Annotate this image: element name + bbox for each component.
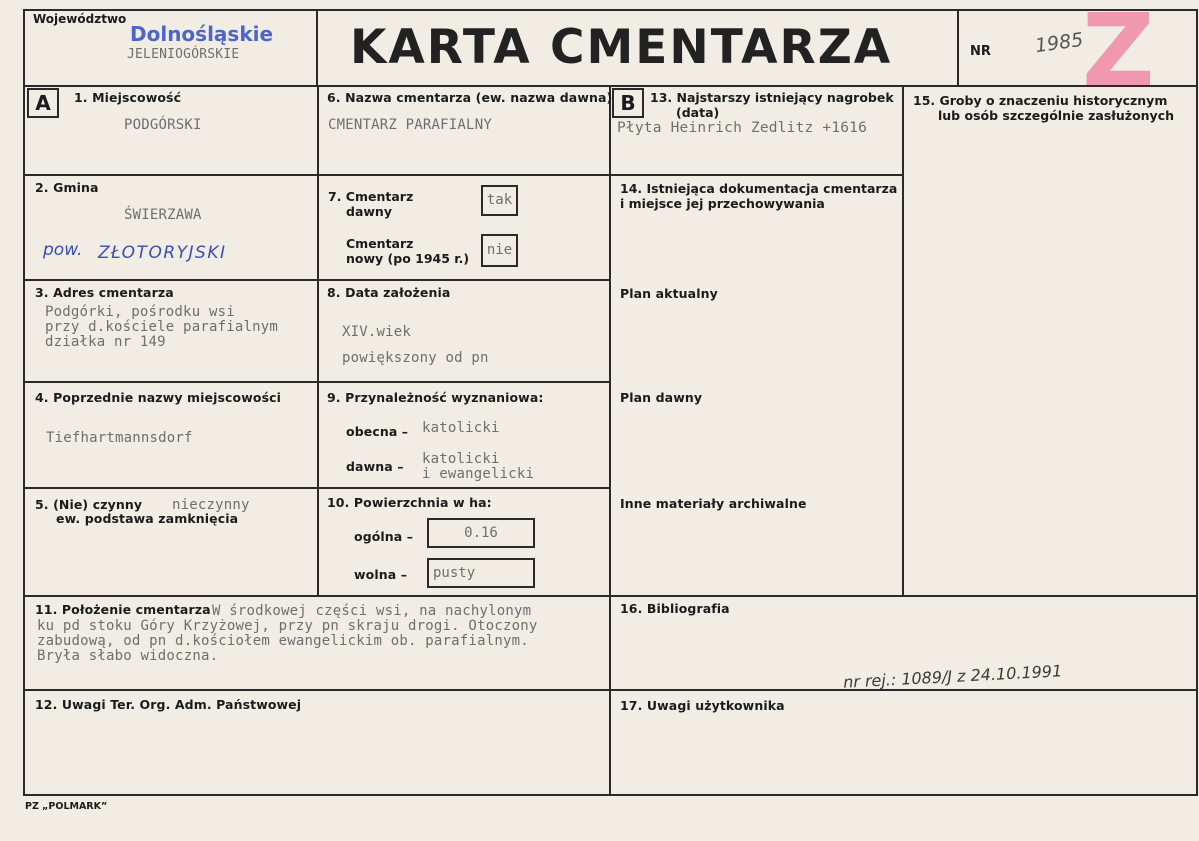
- field-9-current-label: obecna –: [346, 424, 409, 439]
- field-12-label: 12. Uwagi Ter. Org. Adm. Państwowej: [35, 697, 302, 712]
- field-9-former-value: katolicki i ewangelicki: [422, 451, 535, 482]
- field-15-label-1: 15. Groby o znaczeniu historycznym: [913, 93, 1168, 108]
- field-6-label: 6. Nazwa cmentarza (ew. nazwa dawna): [327, 90, 613, 105]
- field-5-label-1: 5. (Nie) czynny: [35, 497, 143, 512]
- field-7-old-checkbox: tak: [481, 185, 518, 216]
- field-2-value: ŚWIERZAWA: [124, 207, 202, 223]
- field-10-total-label: ogólna –: [354, 529, 414, 544]
- voivodeship-handwritten: Dolnośląskie: [130, 22, 274, 46]
- field-2-pow-value: ZŁOTORYJSKI: [98, 243, 227, 263]
- voivodeship-label: Województwo: [33, 12, 127, 26]
- field-4-label: 4. Poprzednie nazwy miejscowości: [35, 390, 282, 405]
- field-7-new-label-1: Cmentarz: [346, 236, 414, 251]
- field-9-former-label: dawna –: [346, 459, 404, 474]
- voivodeship-typed: JELENIOGÓRSKIE: [127, 47, 240, 62]
- section-a-marker: A: [27, 88, 59, 118]
- border-left: [23, 9, 25, 796]
- field-10-label: 10. Powierzchnia w ha:: [327, 495, 492, 510]
- field-9-label: 9. Przynależność wyznaniowa:: [327, 390, 544, 405]
- field-14-label-2: i miejsce jej przechowywania: [620, 196, 825, 211]
- plan-current-label: Plan aktualny: [620, 286, 718, 301]
- field-2-pow-label: pow.: [43, 240, 83, 260]
- field-11-label: 11. Położenie cmentarza: [35, 602, 211, 617]
- col-line-2: [609, 85, 611, 795]
- field-8-value-1: XIV.wiek: [342, 324, 412, 340]
- field-14-label-1: 14. Istniejąca dokumentacja cmentarza: [620, 181, 898, 196]
- field-8-label: 8. Data założenia: [327, 285, 451, 300]
- field-7-new-checkbox: nie: [481, 234, 518, 267]
- field-3-label: 3. Adres cmentarza: [35, 285, 174, 300]
- field-9-current-value: katolicki: [422, 420, 500, 436]
- stamp-z: Z: [1082, 0, 1155, 109]
- field-13-label-2: (data): [676, 105, 720, 120]
- border-top: [23, 9, 1198, 11]
- field-7-old-label-2: dawny: [346, 204, 392, 219]
- col-line-1: [317, 85, 319, 596]
- field-16-registry-note: nr rej.: 1089/J z 24.10.1991: [842, 661, 1063, 692]
- plan-former-label: Plan dawny: [620, 390, 703, 405]
- printer-imprint: PZ „POLMARK”: [25, 801, 108, 812]
- section-b-marker: B: [612, 88, 644, 118]
- field-5-label-2: ew. podstawa zamknięcia: [56, 511, 239, 526]
- field-7-old-label-1: 7. Cmentarz: [328, 189, 414, 204]
- field-8-value-2: powiększony od pn: [342, 350, 489, 366]
- field-5-value: nieczynny: [172, 497, 250, 513]
- col-line-header-1: [316, 9, 318, 86]
- field-16-label: 16. Bibliografia: [620, 601, 730, 616]
- nr-label: NR: [970, 44, 991, 59]
- field-7-new-label-2: nowy (po 1945 r.): [346, 251, 470, 266]
- border-right: [1196, 9, 1198, 796]
- field-13-label-1: 13. Najstarszy istniejący nagrobek: [650, 90, 894, 105]
- field-13-value: Płyta Heinrich Zedlitz +1616: [617, 120, 868, 136]
- field-10-free-label: wolna –: [354, 567, 408, 582]
- field-6-value: CMENTARZ PARAFIALNY: [328, 117, 492, 133]
- field-2-label: 2. Gmina: [35, 180, 99, 195]
- field-17-label: 17. Uwagi użytkownika: [620, 698, 785, 713]
- nr-value: 1985: [1033, 28, 1085, 58]
- field-15-label-2: lub osób szczególnie zasłużonych: [938, 108, 1175, 123]
- col-line-3: [902, 85, 904, 596]
- field-1-label: 1. Miejscowość: [74, 90, 182, 105]
- field-10-free-box: pusty: [427, 558, 535, 588]
- card-title: KARTA CMENTARZA: [350, 20, 893, 75]
- field-10-total-box: 0.16: [427, 518, 535, 548]
- row-line-1b: [611, 174, 903, 176]
- field-1-value: PODGÓRSKI: [124, 117, 202, 133]
- field-11-value: W środkowej części wsi, na nachylonym ku pd stoku Góry Krzyżowej, przy pn skraju drogi. Otoczony zabudową, od pn d.kościołem ewangelickim ob. parafialnym. Bryła słabo widoczna.: [37, 603, 538, 664]
- col-line-header-2: [957, 9, 959, 86]
- other-materials-label: Inne materiały archiwalne: [620, 496, 807, 511]
- field-4-value: Tiefhartmannsdorf: [46, 430, 193, 446]
- field-3-value: Podgórki, pośrodku wsi przy d.kościele parafialnym działka nr 149: [45, 304, 278, 350]
